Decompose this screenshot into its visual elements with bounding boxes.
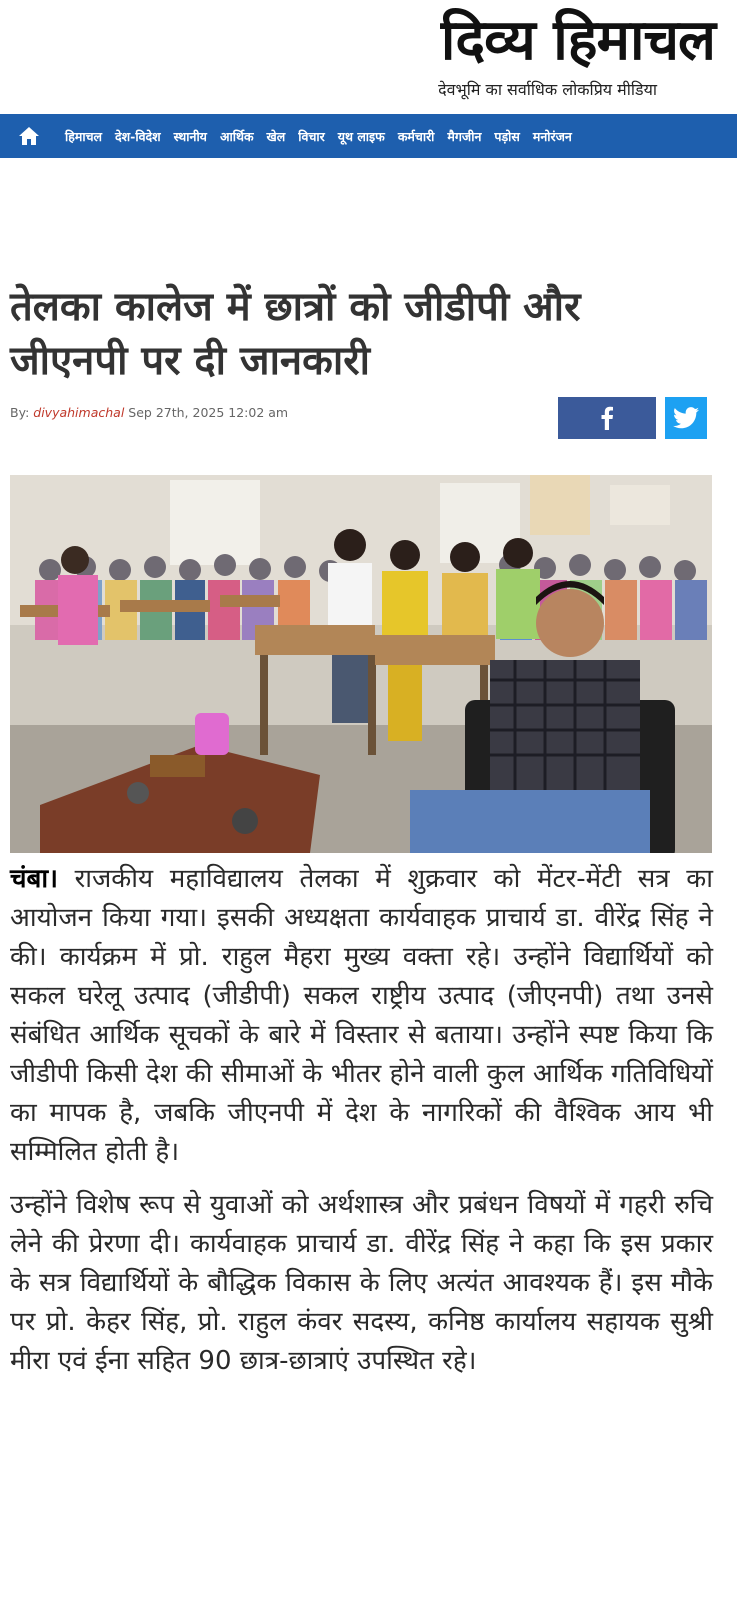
nav-item-himachal[interactable]: हिमाचल bbox=[65, 128, 103, 144]
nav-item-vichar[interactable]: विचार bbox=[298, 128, 325, 144]
article-paragraph bbox=[10, 1186, 713, 1381]
article-paragraph bbox=[10, 860, 713, 1172]
nav-item-aarthik[interactable]: आर्थिक bbox=[219, 128, 254, 144]
publish-date: Sep 27th, 2025 12:02 am bbox=[128, 405, 289, 420]
byline-label: By: bbox=[10, 405, 30, 420]
masthead bbox=[0, 0, 737, 112]
article-headline: तेलका कालेज में छात्रों को जीडीपी और जीएनपी पर दी जानकारी bbox=[10, 284, 581, 384]
main-navbar bbox=[0, 114, 737, 158]
nav-item-desh-videsh[interactable]: देश-विदेश bbox=[115, 128, 161, 144]
nav-item-manoranjan[interactable]: मनोरंजन bbox=[532, 128, 572, 144]
nav-item-magazine[interactable]: मैगजीन bbox=[447, 128, 482, 144]
nav-item-sthaniya[interactable]: स्थानीय bbox=[173, 128, 207, 144]
site-logo-title[interactable]: दिव्य हिमाचल bbox=[440, 7, 715, 73]
site-tagline: देवभूमि का सर्वाधिक लोकप्रिय मीडिया bbox=[438, 80, 657, 99]
nav-item-karmachari[interactable]: कर्मचारी bbox=[397, 128, 435, 144]
dateline: चंबा। bbox=[10, 864, 58, 894]
author-link[interactable]: divyahimachal bbox=[33, 405, 125, 420]
twitter-share-button[interactable] bbox=[665, 397, 707, 439]
paragraph-1-text: राजकीय महाविद्यालय तेलका में शुक्रवार को मेंटर-मेंटी सत्र का आयोजन किया गया। इसकी अध्यक्षता कार्यवाहक प्राचार्य डा. वीरेंद्र सिंह ने की। कार्यक्रम में प्रो. राहुल मैहरा मुख्य वक्ता रहे। उन्होंने विद्यार्थियों को सकल घरेलू उत्पाद (जीडीपी) सकल राष्ट्रीय उत्पाद (जीएनपी) तथा उनसे संबंधित आर्थिक सूचकों के बारे में विस्तार से बताया। उन्होंने स्पष्ट किया कि जीडीपी किसी देश की सीमाओं के भीतर होने वाली कुल आर्थिक गतिविधियों का मापक है, जबकि जीएनपी में देश के नागरिकों की वैश्विक आय भी सम्मिलित होती है। bbox=[10, 864, 714, 1167]
home-icon[interactable] bbox=[18, 114, 52, 158]
article-photo bbox=[10, 475, 712, 853]
nav-item-pados[interactable]: पड़ोस bbox=[494, 128, 520, 144]
article-byline bbox=[10, 405, 288, 420]
facebook-share-button[interactable] bbox=[558, 397, 656, 439]
nav-item-khel[interactable]: खेल bbox=[266, 128, 286, 144]
nav-item-youth-life[interactable]: यूथ लाइफ bbox=[337, 128, 385, 144]
facebook-icon bbox=[600, 406, 614, 430]
twitter-icon bbox=[673, 407, 699, 429]
article-body bbox=[10, 860, 713, 1395]
paragraph-2-text: उन्होंने विशेष रूप से युवाओं को अर्थशास्त्र और प्रबंधन विषयों में गहरी रुचि लेने की प्रेरणा दी। कार्यवाहक प्राचार्य डा. वीरेंद्र सिंह ने कहा कि इस प्रकार के सत्र विद्यार्थियों के बौद्धिक विकास के लिए अत्यंत आवश्यक हैं। इस मौके पर प्रो. केहर सिंह, प्रो. राहुल कंवर सदस्य, कनिष्ठ कार्यालय सहायक सुश्री मीरा एवं ईना सहित 90 छात्र-छात्राएं उपस्थित रहे। bbox=[10, 1190, 713, 1376]
